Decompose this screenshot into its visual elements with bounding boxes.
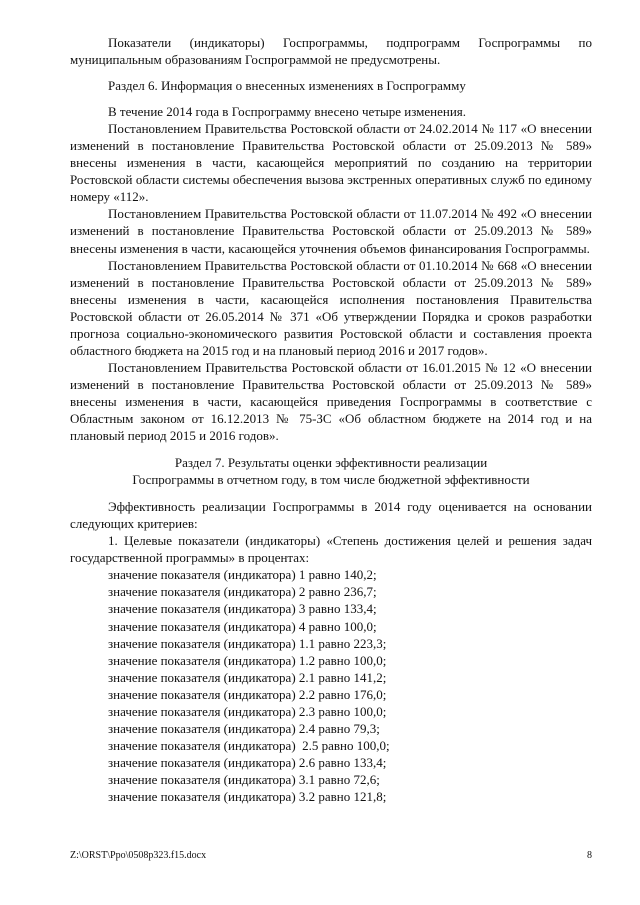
footer-page-number: 8 bbox=[587, 850, 592, 861]
indicator-list bbox=[70, 566, 592, 805]
list-item: значение показателя (индикатора) 2.5 равно 100,0; bbox=[108, 737, 390, 753]
list-item: значение показателя (индикатора) 2.2 равно 176,0; bbox=[108, 686, 387, 702]
section6-paragraph: Постановлением Правительства Ростовской области от 11.07.2014 № 492 «О внесении изменений в постановление Правительства Ростовской области от 25.09.2013 № 589» внесены изменения в части, касающейся уточнения объемов финансирования Госпрограммы. bbox=[70, 206, 592, 256]
section7-criterion: 1. Целевые показатели (индикаторы) «Степень достижения целей и решения задач государственной программы» в процентах: bbox=[70, 533, 592, 566]
page-content bbox=[70, 34, 592, 805]
section7-heading-line2: Госпрограммы в отчетном году, в том числе бюджетной эффективности bbox=[132, 472, 530, 488]
list-item: значение показателя (индикатора) 2.3 равно 100,0; bbox=[108, 703, 387, 719]
list-item: значение показателя (индикатора) 2.6 равно 133,4; bbox=[108, 754, 387, 770]
footer-file-path: Z:\ORST\Ppo\0508p323.f15.docx bbox=[70, 850, 207, 861]
section6-paragraph: Постановлением Правительства Ростовской области от 16.01.2015 № 12 «О внесении изменений в постановление Правительства Ростовской области от 25.09.2013 № 589» внесены изменения в части, касающейся приведения Госпрограммы в соответствие с Областным законом от 16.12.2013 № 75-ЗС «Об областном бюджете на 2014 год и на плановый период 2015 и 2016 годов». bbox=[70, 359, 592, 444]
section6-paragraph: Постановлением Правительства Ростовской области от 24.02.2014 № 117 «О внесении изменений в постановление Правительства Ростовской области от 25.09.2013 № 589» внесены изменения в части, касающейся мероприятий по созданию на территории Ростовской области системы обеспечения вызова экстренных оперативных служб по единому номеру «112». bbox=[70, 121, 592, 205]
list-item: значение показателя (индикатора) 1.2 равно 100,0; bbox=[108, 652, 387, 668]
list-item: значение показателя (индикатора) 1 равно 140,2; bbox=[108, 567, 377, 583]
list-item: значение показателя (индикатора) 3 равно 133,4; bbox=[108, 601, 377, 617]
intro-paragraph: Показатели (индикаторы) Госпрограммы, подпрограмм Госпрограммы по муниципальным образованиям Госпрограммой не предусмотрены. bbox=[70, 35, 592, 68]
section7-paragraph: Эффективность реализации Госпрограммы в 2014 году оценивается на основании следующих критериев: bbox=[70, 499, 592, 532]
section7-heading-line1: Раздел 7. Результаты оценки эффективности реализации bbox=[174, 455, 488, 471]
section6-paragraph: В течение 2014 года в Госпрограмму внесено четыре изменения. bbox=[108, 104, 467, 120]
list-item: значение показателя (индикатора) 2.1 равно 141,2; bbox=[108, 669, 387, 685]
list-item: значение показателя (индикатора) 4 равно 100,0; bbox=[108, 618, 377, 634]
list-item: значение показателя (индикатора) 2 равно 236,7; bbox=[108, 584, 377, 600]
list-item: значение показателя (индикатора) 1.1 равно 223,3; bbox=[108, 635, 387, 651]
section6-heading: Раздел 6. Информация о внесенных изменениях в Госпрограмму bbox=[108, 78, 466, 94]
list-item: значение показателя (индикатора) 3.2 равно 121,8; bbox=[108, 788, 387, 804]
section6-paragraph: Постановлением Правительства Ростовской области от 01.10.2014 № 668 «О внесении изменений в постановление Правительства Ростовской области от 25.09.2013 № 589» внесены изменения в части, касающейся исполнения постановления Правительства Ростовской области от 26.05.2014 № 371 «Об утверждении Порядка и сроков разработки прогноза социально-экономического развития Ростовской области и составления проекта областного бюджета на 2015 год и на плановый период 2016 и 2017 годов». bbox=[70, 257, 592, 358]
list-item: значение показателя (индикатора) 3.1 равно 72,6; bbox=[108, 771, 380, 787]
list-item: значение показателя (индикатора) 2.4 равно 79,3; bbox=[108, 720, 380, 736]
